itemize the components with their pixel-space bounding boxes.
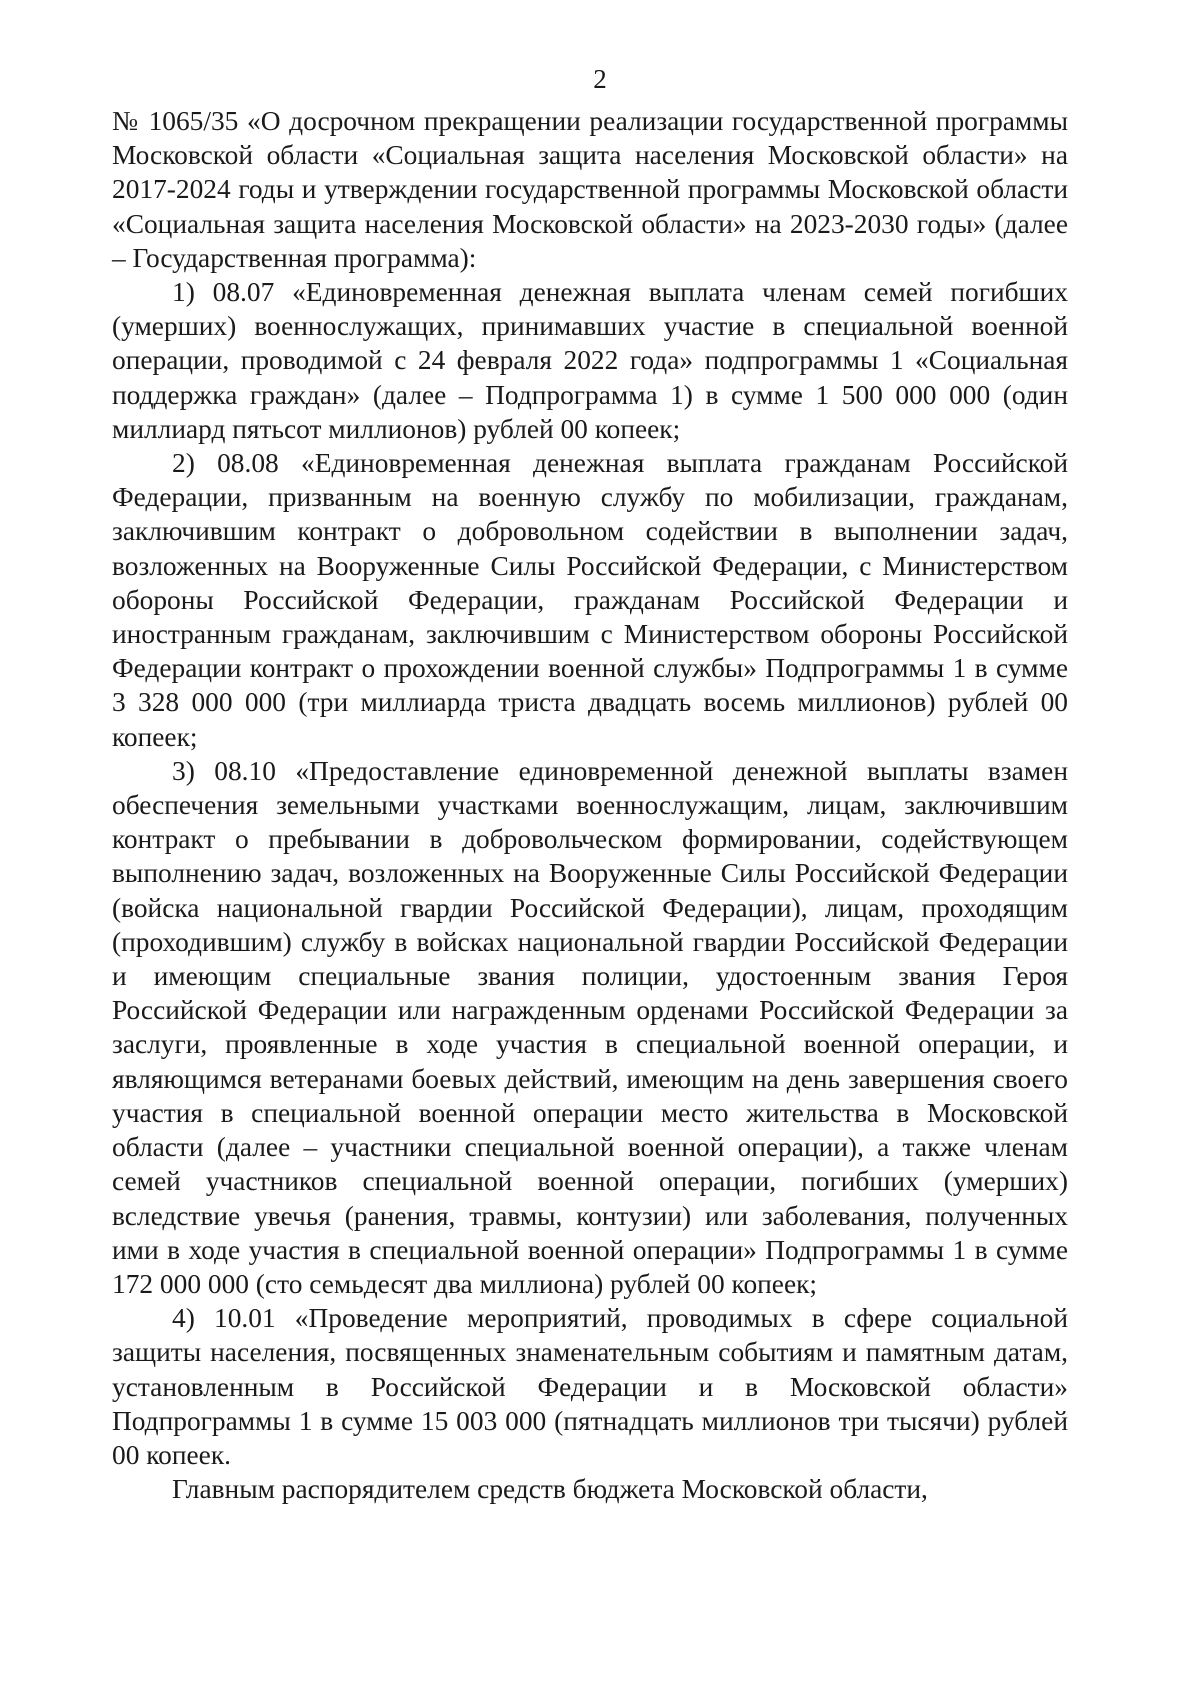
paragraph-program-reference: № 1065/35 «О досрочном прекращении реализации государственной программы Московской области «Социальная защита населения Московской области» на 2017-2024 годы и утверждении государственной программы Московской области «Социальная защита населения Московской области» на 2023-2030 годы» (далее – Государственная программа): xyxy=(112,106,1068,273)
paragraph-main-administrator: Главным распорядителем средств бюджета Московской области, xyxy=(172,1474,928,1505)
document-body xyxy=(112,104,1068,1506)
paragraph-item-3: 3) 08.10 «Предоставление единовременной денежной выплаты взамен обеспечения земельными участками военнослужащим, лицам, заключившим контракт о пребывании в добровольческом формировании, содействующем выполнению задач, возложенных на Вооруженные Силы Российской Федерации (войска национальной гвардии Российской Федерации), лицам, проходящим (проходившим) службу в войсках национальной гвардии Российской Федерации и имеющим специальные звания полиции, удостоенным звания Героя Российской Федерации или награжденным орденами Российской Федерации за заслуги, проявленные в ходе участия в специальной военной операции, и являющимся ветеранами боевых действий, имеющим на день завершения своего участия в специальной военной операции место жительства в Московской области (далее – участники специальной военной операции), а также членам семей участников специальной военной операции, погибших (умерших) вследствие увечья (ранения, травмы, контузии) или заболевания, полученных ими в ходе участия в специальной военной операции» Подпрограммы 1 в сумме 172 000 000 (сто семьдесят два миллиона) рублей 00 копеек; xyxy=(112,755,1068,1299)
paragraph-item-2: 2) 08.08 «Единовременная денежная выплата гражданам Российской Федерации, призванным на военную службу по мобилизации, гражданам, заключившим контракт о добровольном содействии в выполнении задач, возложенных на Вооруженные Силы Российской Федерации, с Министерством обороны Российской Федерации, гражданам Российской Федерации и иностранным гражданам, заключившим с Министерством обороны Российской Федерации контракт о прохождении военной службы» Подпрограммы 1 в сумме 3 328 000 000 (три миллиарда триста двадцать восемь миллионов) рублей 00 копеек; xyxy=(112,448,1068,752)
paragraph-item-1: 1) 08.07 «Единовременная денежная выплата членам семей погибших (умерших) военнослужащих, принимавших участие в специальной военной операции, проводимой с 24 февраля 2022 года» подпрограммы 1 «Социальная поддержка граждан» (далее – Подпрограмма 1) в сумме 1 500 000 000 (один миллиард пятьсот миллионов) рублей 00 копеек; xyxy=(112,277,1068,444)
paragraph-item-4: 4) 10.01 «Проведение мероприятий, проводимых в сфере социальной защиты населения, посвященных знаменательным событиям и памятным датам, установленным в Российской Федерации и в Московской области» Подпрограммы 1 в сумме 15 003 000 (пятнадцать миллионов три тысячи) рублей 00 копеек. xyxy=(112,1303,1068,1470)
page-number: 2 xyxy=(593,64,607,94)
